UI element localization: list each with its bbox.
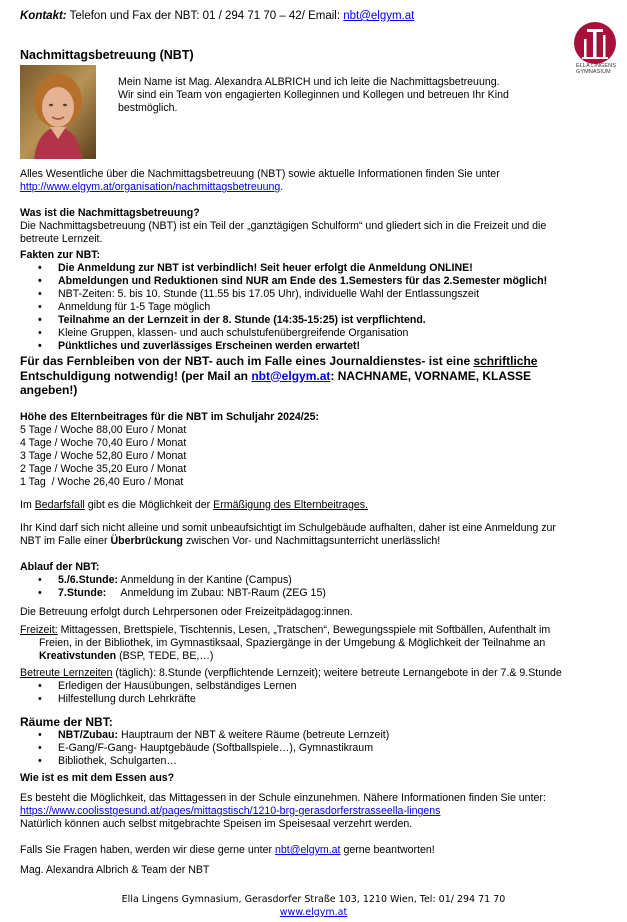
- what-text: Die Nachmittagsbetreuung (NBT) ist ein Teil der „ganztägigen Schulform“ und gliedert sich in die Freizeit und die: [20, 220, 547, 232]
- logo-caption: [576, 63, 620, 75]
- what-section: [20, 207, 600, 246]
- rooms-section: [20, 715, 600, 769]
- absence-email-link[interactable]: nbt@elgym.at: [251, 368, 331, 383]
- rooms-heading: Räume der NBT:: [20, 714, 113, 729]
- info-paragraph: [20, 168, 600, 194]
- supervision-text: NBT im Falle einer: [20, 534, 111, 547]
- school-logo: [573, 21, 617, 65]
- list-item: • Pünktliches und zuverlässiges Erscheinen werden erwartet!: [20, 340, 600, 353]
- supervision-text: zwischen Vor- und Nachmittagsunterricht unerlässlich!: [182, 534, 441, 547]
- rooms-list: [20, 729, 600, 768]
- absence-text: : NACHNAME, VORNAME, KLASSE: [330, 368, 532, 383]
- contact-label: Kontakt:: [20, 10, 67, 22]
- list-item: [20, 729, 600, 742]
- absence-text: Für das Fernbleiben von der NBT- auch im Falle eines Journaldienstes- ist eine: [20, 354, 474, 368]
- absence-text: angeben!): [20, 383, 78, 397]
- study-label: Betreute Lernzeiten: [20, 666, 113, 679]
- signature: Mag. Alexandra Albrich & Team der NBT: [20, 864, 210, 876]
- list-item: [20, 587, 600, 600]
- facts-section: [20, 249, 600, 353]
- questions-text: gerne beantworten!: [340, 844, 435, 856]
- footer-website-link[interactable]: www.elgym.at: [279, 907, 348, 918]
- list-item: • Teilnahme an der Lernzeit in der 8. Stunde (14:35-15:25) ist verpflichtend.: [20, 314, 600, 327]
- food-text: Natürlich können auch selbst mitgebrachte Speisen im Speisesaal verzehrt werden.: [20, 818, 413, 830]
- schedule-section: [20, 561, 600, 619]
- list-item: • Erledigen der Hausübungen, selbständiges Lernen: [20, 680, 600, 693]
- room-text: Hauptraum der NBT & weitere Räume (betreute Lernzeit): [118, 729, 390, 741]
- freetime-bold: Kreativstunden: [39, 649, 117, 662]
- intro-line: bestmöglich.: [118, 102, 178, 114]
- reduction-paragraph: [20, 499, 600, 512]
- supervision-bold: Überbrückung: [110, 534, 183, 547]
- schedule-text: Anmeldung in der Kantine (Campus): [118, 573, 292, 586]
- facts-heading: Fakten zur NBT:: [20, 249, 101, 261]
- freetime-paragraph: [20, 624, 600, 663]
- fee-row: 5 Tage / Woche 88,00 Euro / Monat: [20, 423, 187, 436]
- fee-row: 2 Tage / Woche 35,20 Euro / Monat: [20, 462, 187, 475]
- contact-line: [20, 10, 414, 23]
- absence-notice: [20, 354, 600, 398]
- contact-email-link[interactable]: nbt@elgym.at: [343, 10, 415, 22]
- staff-text: Die Betreuung erfolgt durch Lehrpersonen oder Freizeitpädagog:innen.: [20, 605, 353, 618]
- schedule-text: Anmeldung im Zubau: NBT-Raum (ZEG 15): [106, 586, 326, 599]
- schedule-list: [20, 574, 600, 600]
- questions-paragraph: [20, 844, 600, 857]
- reduction-need: Bedarfsfall: [34, 498, 85, 511]
- supervision-paragraph: [20, 522, 600, 548]
- intro-text: [118, 76, 558, 115]
- schedule-heading: Ablauf der NBT:: [20, 560, 100, 573]
- supervision-text: Ihr Kind darf sich nicht alleine und somit unbeaufsichtigt im Schulgebäude aufhalten, daher ist eine Anmeldung zur: [20, 521, 556, 534]
- list-item: • NBT-Zeiten: 5. bis 10. Stunde (11.55 bis 17.05 Uhr), individuelle Wahl der Entlassungszeit: [20, 288, 600, 301]
- what-text: betreute Lernzeit.: [20, 233, 103, 245]
- main-content: [20, 168, 600, 877]
- fee-row: 4 Tage / Woche 70,40 Euro / Monat: [20, 436, 187, 449]
- info-text: Alles Wesentliche über die Nachmittagsbetreuung (NBT) sowie aktuelle Informationen finden Sie unter: [20, 168, 500, 180]
- page-footer: [0, 893, 627, 919]
- logo-caption-line2: GYMNASIUM: [576, 69, 611, 75]
- study-section: [20, 667, 600, 706]
- facts-list: [20, 262, 600, 353]
- freetime-text: Freien, in der Bibliothek, im Gymnastiksaal, Spaziergänge in der Umgebung & Möglichkeit der Teilnahme an: [39, 636, 546, 649]
- schedule-label: 7.Stunde:: [58, 586, 107, 599]
- study-list: [20, 680, 600, 706]
- page-title: Nachmittagsbetreuung (NBT): [20, 48, 194, 62]
- contact-text: Telefon und Fax der NBT: 01 / 294 71 70 – 42/ Email:: [66, 10, 344, 22]
- list-item: • E-Gang/F-Gang- Hauptgebäude (Softballspiele…), Gymnastikraum: [20, 742, 600, 755]
- list-item: • Abmeldungen und Reduktionen sind NUR am Ende des 1.Semesters für das 2.Semester möglich!: [20, 275, 600, 288]
- reduction-text: Im: [20, 498, 35, 511]
- food-link[interactable]: https://www.coolisstgesund.at/pages/mittagstisch/1210-brg-gerasdorferstrasseella-lingens: [20, 805, 441, 817]
- schedule-label: 5./6.Stunde:: [58, 573, 119, 586]
- fee-row: 1 Tag / Woche 26,40 Euro / Monat: [20, 475, 184, 488]
- logo-caption-line1: ELLA LINGENS: [576, 63, 617, 69]
- intro-line: Mein Name ist Mag. Alexandra ALBRICH und ich leite die Nachmittagsbetreuung.: [118, 76, 500, 88]
- questions-email-link[interactable]: nbt@elgym.at: [274, 844, 341, 856]
- list-item: • Bibliothek, Schulgarten…: [20, 755, 600, 768]
- room-label: NBT/Zubau:: [58, 729, 119, 741]
- absence-underlined: schriftliche: [473, 354, 538, 368]
- food-section: [20, 772, 600, 831]
- list-item: [20, 574, 600, 587]
- list-item: • Anmeldung für 1-5 Tage möglich: [20, 301, 600, 314]
- list-item: • Hilfestellung durch Lehrkräfte: [20, 693, 600, 706]
- fees-heading: Höhe des Elternbeitrages für die NBT im Schuljahr 2024/25:: [20, 410, 320, 423]
- fee-row: 3 Tage / Woche 52,80 Euro / Monat: [20, 449, 187, 462]
- absence-text: Entschuldigung notwendig! (per Mail an: [20, 368, 252, 383]
- nbt-info-link[interactable]: http://www.elgym.at/organisation/nachmittagsbetreuung: [20, 181, 281, 193]
- list-item: • Kleine Gruppen, klassen- und auch schulstufenübergreifende Organisation: [20, 327, 600, 340]
- reduction-text: gibt es die Möglichkeit der: [84, 498, 214, 511]
- portrait-photo: [20, 65, 96, 159]
- reduction-link[interactable]: Ermäßigung des Elternbeitrages.: [213, 498, 369, 511]
- freetime-label: Freizeit:: [20, 623, 58, 636]
- info-period: .: [280, 181, 284, 193]
- freetime-text: Mittagessen, Brettspiele, Tischtennis, Lesen, „Tratschen“, Bewegungsspiele mit Softbällen, Aufenthalt im: [57, 623, 551, 636]
- footer-address: Ella Lingens Gymnasium, Gerasdorfer Straße 103, 1210 Wien, Tel: 01/ 294 71 70: [121, 894, 506, 905]
- list-item: • Die Anmeldung zur NBT ist verbindlich! Seit heuer erfolgt die Anmeldung ONLINE!: [20, 262, 600, 275]
- freetime-text: (BSP, TEDE, BE,…): [116, 649, 214, 662]
- intro-line: Wir sind ein Team von engagierten Kolleginnen und Kollegen und betreuen Ihr Kind: [118, 89, 509, 101]
- fees-section: [20, 411, 600, 489]
- study-text: (täglich): 8.Stunde (verpflichtende Lernzeit); weitere betreute Lernangebote in der 7.& 9.Stunde: [112, 666, 562, 679]
- food-heading: Wie ist es mit dem Essen aus?: [20, 772, 175, 784]
- food-text: Es besteht die Möglichkeit, das Mittagessen in der Schule einzunehmen. Nähere Informationen finden Sie unter:: [20, 792, 546, 804]
- questions-text: Falls Sie Fragen haben, werden wir diese gerne unter: [20, 844, 275, 856]
- what-heading: Was ist die Nachmittagsbetreuung?: [20, 207, 200, 219]
